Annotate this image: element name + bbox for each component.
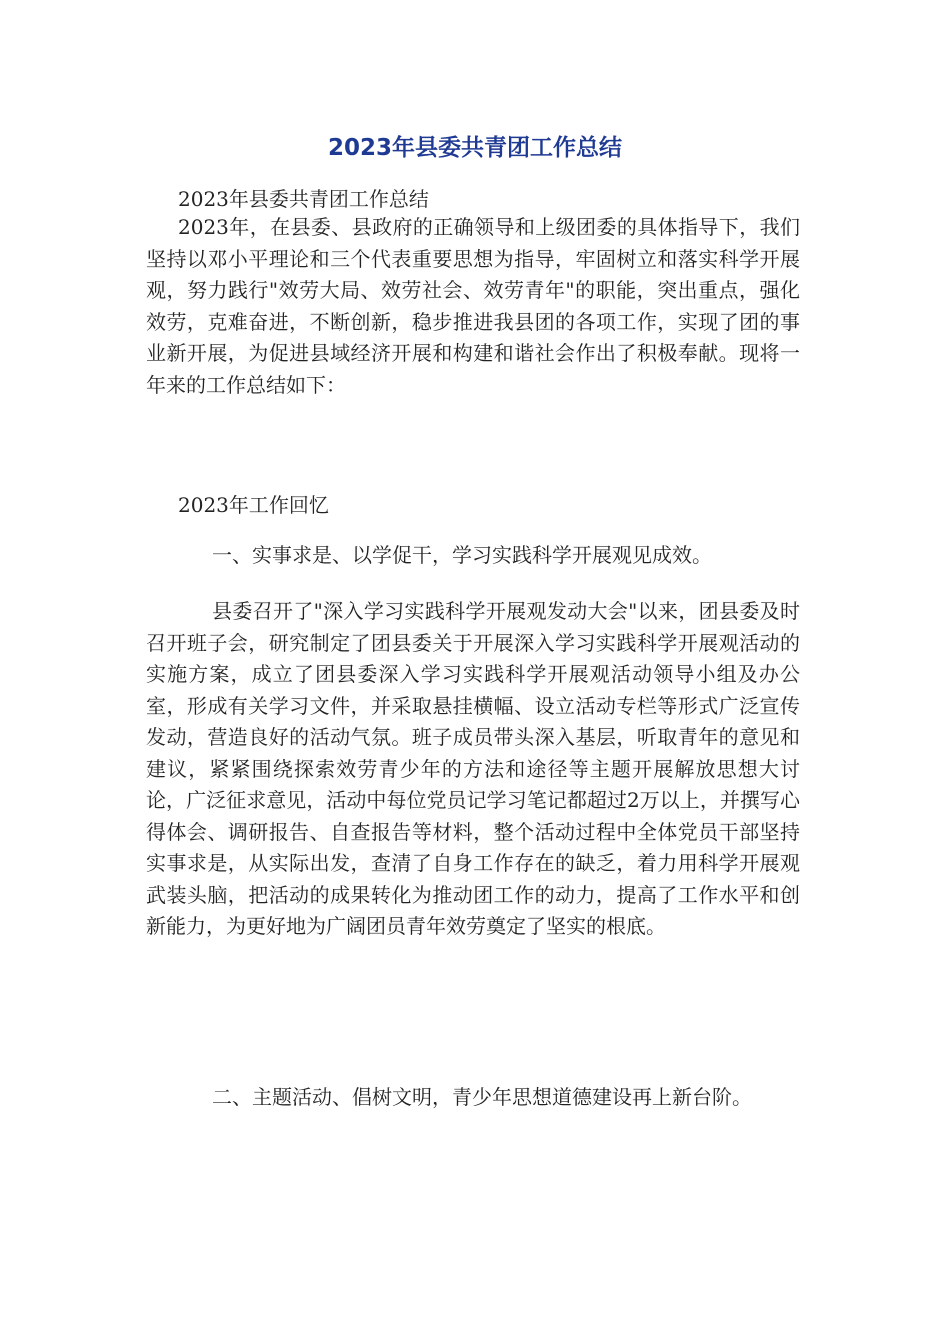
review-heading: 2023年工作回忆: [178, 493, 329, 517]
document-subtitle: 2023年县委共青团工作总结: [178, 187, 429, 211]
document-title: 2023年县委共青团工作总结: [327, 135, 622, 161]
section-2-heading: 二、主题活动、倡树文明，青少年思想道德建设再上新台阶。: [212, 1085, 752, 1109]
intro-paragraph: 2023年，在县委、县政府的正确领导和上级团委的具体指导下，我们坚持以邓小平理论和三个代表重要思想为指导，牢固树立和落实科学开展观，努力践行"效劳大局、效劳社会、效劳青年"的职能，突出重点，强化效劳，克难奋进，不断创新，稳步推进我县团的各项工作，实现了团的事业新开展，为促进县域经济开展和构建和谐社会作出了积极奉献。现将一年来的工作总结如下：: [146, 215, 800, 397]
section-1-body: 县委召开了"深入学习实践科学开展观发动大会"以来，团县委及时召开班子会，研究制定了团县委关于开展深入学习实践科学开展观活动的实施方案，成立了团县委深入学习实践科学开展观活动领导小组及办公室，形成有关学习文件，并采取悬挂横幅、设立活动专栏等形式广泛宣传发动，营造良好的活动气氛。班子成员带头深入基层，听取青年的意见和建议，紧紧围绕探索效劳青少年的方法和途径等主题开展解放思想大讨论，广泛征求意见，活动中每位党员记学习笔记都超过2万以上，并撰写心得体会、调研报告、自查报告等材料，整个活动过程中全体党员干部坚持实事求是，从实际出发，查清了自身工作存在的缺乏，着力用科学开展观武装头脑，把活动的成果转化为推动团工作的动力，提高了工作水平和创新能力，为更好地为广阔团员青年效劳奠定了坚实的根底。: [146, 599, 800, 938]
section-1-heading: 一、实事求是、以学促干，学习实践科学开展观见成效。: [212, 543, 712, 567]
